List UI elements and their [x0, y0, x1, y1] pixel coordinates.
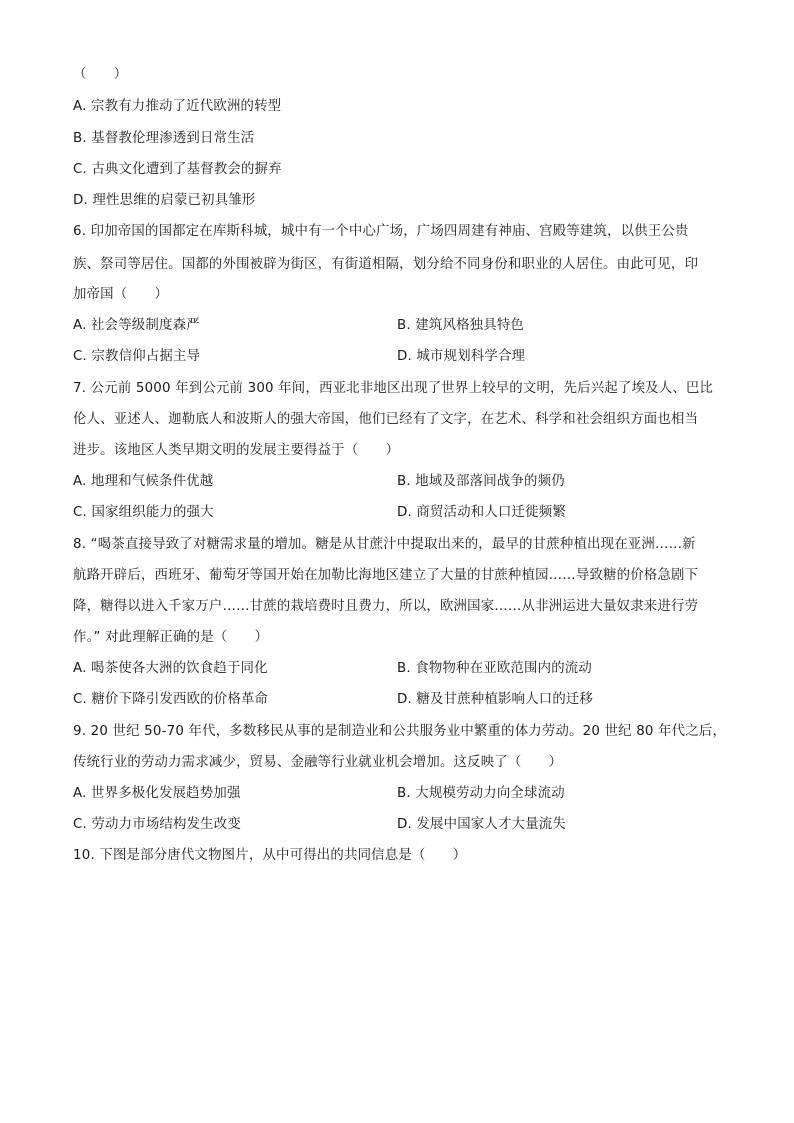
- q8-option-c: C. 糖价下降引发西欧的价格革命: [73, 692, 269, 707]
- q8-option-d: D. 糖及甘蔗种植影响人口的迁移: [397, 692, 594, 707]
- q5-option-b: B. 基督教伦理渗透到日常生活: [73, 131, 255, 146]
- q5-option-c: C. 古典文化遭到了基督教会的摒弃: [73, 162, 282, 177]
- q8-stem-line-1: 8. “喝茶直接导致了对糖需求量的增加。糖是从甘蔗汁中提取出来的，最早的甘蔗种植出现在亚洲……新: [73, 537, 696, 552]
- q6-option-a: A. 社会等级制度森严: [73, 318, 200, 333]
- q8-stem-line-2: 航路开辟后，西班牙、葡萄牙等国开始在加勒比海地区建立了大量的甘蔗种植园……导致糖的价格急剧下: [73, 568, 699, 583]
- q6-stem-line-1: 6. 印加帝国的国都定在库斯科城，城中有一个中心广场，广场四周建有神庙、宫殿等建筑，以供王公贵: [73, 224, 689, 239]
- q6-option-d: D. 城市规划科学合理: [397, 349, 526, 364]
- q5-answer-bracket: （ ）: [73, 67, 128, 82]
- q7-stem-line-2: 伦人、亚述人、迦勒底人和波斯人的强大帝国，他们已经有了文字，在艺术、科学和社会组织方面也相当: [73, 412, 699, 427]
- q5-option-a: A. 宗教有力推动了近代欧洲的转型: [73, 99, 282, 114]
- q6-option-c: C. 宗教信仰占据主导: [73, 349, 201, 364]
- q6-stem-line-3: 加帝国（ ）: [73, 287, 169, 302]
- q7-option-d: D. 商贸活动和人口迁徙频繁: [397, 505, 566, 520]
- q7-option-b: B. 地域及部落间战争的频仍: [397, 474, 565, 489]
- q9-option-b: B. 大规模劳动力向全球流动: [397, 786, 565, 801]
- q9-option-d: D. 发展中国家人才大量流失: [397, 817, 566, 832]
- q8-option-a: A. 喝茶使各大洲的饮食趋于同化: [73, 661, 268, 676]
- q8-stem-line-4: 作。” 对此理解正确的是（ ）: [73, 630, 269, 645]
- q6-option-b: B. 建筑风格独具特色: [397, 318, 525, 333]
- q9-option-a: A. 世界多极化发展趋势加强: [73, 786, 241, 801]
- q7-stem-line-3: 进步。该地区人类早期文明的发展主要得益于（ ）: [73, 443, 400, 458]
- q9-stem-line-1: 9. 20 世纪 50-70 年代，多数移民从事的是制造业和公共服务业中繁重的体力劳动。20 世纪 80 年代之后，: [73, 724, 727, 739]
- q5-option-d: D. 理性思维的启蒙已初具雏形: [73, 193, 256, 208]
- q7-stem-line-1: 7. 公元前 5000 年到公元前 300 年间，西亚北非地区出现了世界上较早的文明，先后兴起了埃及人、巴比: [73, 381, 714, 396]
- q7-option-c: C. 国家组织能力的强大: [73, 505, 214, 520]
- q9-option-c: C. 劳动力市场结构发生改变: [73, 817, 241, 832]
- q9-stem-line-2: 传统行业的劳动力需求减少，贸易、金融等行业就业机会增加。这反映了（ ）: [73, 755, 563, 770]
- q10-stem-line-1: 10. 下图是部分唐代文物图片，从中可得出的共同信息是（ ）: [73, 848, 467, 863]
- q6-stem-line-2: 族、祭司等居住。国都的外围被辟为街区，有街道相隔，划分给不同身份和职业的人居住。由此可见，印: [73, 257, 699, 272]
- q8-option-b: B. 食物物种在亚欧范围内的流动: [397, 661, 592, 676]
- q8-stem-line-3: 降，糖得以进入千家万户……甘蔗的栽培费时且费力，所以，欧洲国家……从非洲运进大量奴隶来进行劳: [73, 599, 699, 614]
- q7-option-a: A. 地理和气候条件优越: [73, 474, 214, 489]
